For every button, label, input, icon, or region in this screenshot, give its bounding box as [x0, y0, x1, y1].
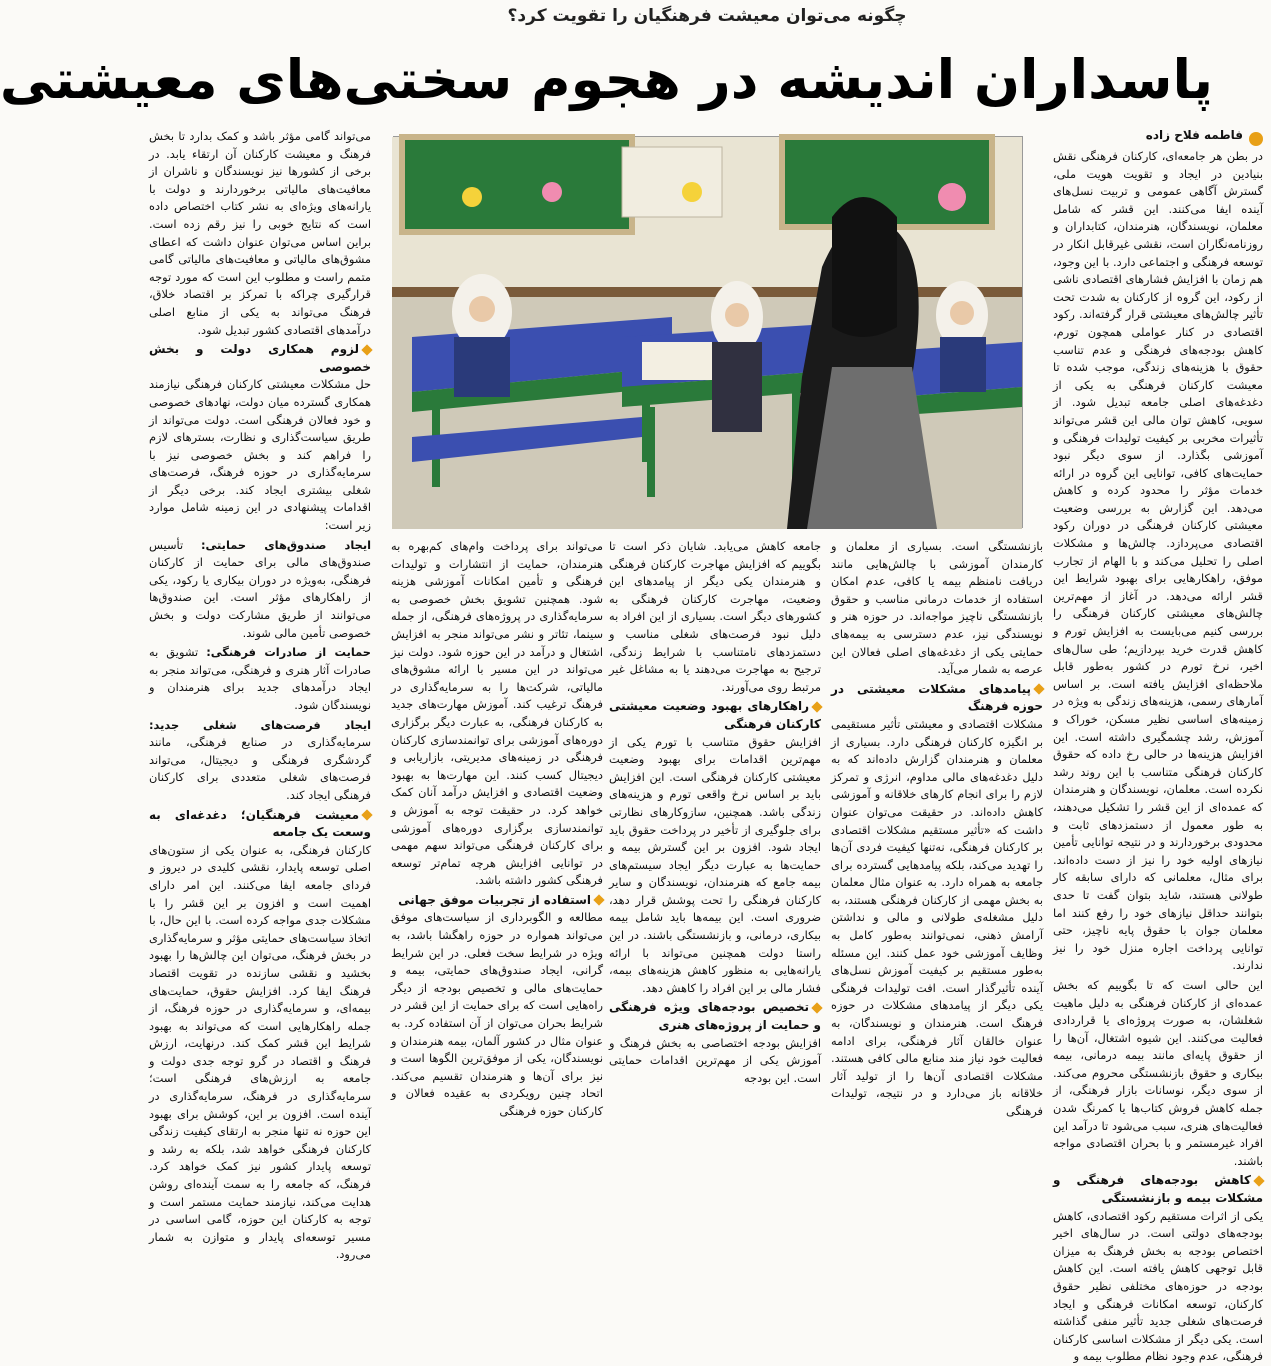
- paragraph: کارکنان فرهنگی، به عنوان یکی از ستون‌های اصلی توسعه پایدار، نقشی کلیدی در دیروز و فردای جامعه ایفا می‌کنند. این امر دارای اهمیت است و افزون بر این قشر را با مشکلات جدی مواجه کرده است. با این حال، با اتخاذ سیاست‌های حمایتی مؤثر و سرمایه‌گذاری در بخش فرهنگ، می‌توان این چالش‌ها را بهبود بخشید و نقشی سازنده در تقویت اقتصاد فرهنگ ایفا کرد. افزایش حقوق، حمایت‌های بیمه‌ای، و سرمایه‌گذاری در حوزه فرهنگ، از جمله راهکارهایی است که می‌تواند به بهبود شرایط این قشر کمک کند. درنهایت، ارزش فرهنگ و اقتصاد در گرو توجه جدی دولت و جامعه به ارزش‌های فرهنگی است؛ سرمایه‌گذاری در فرهنگ، سرمایه‌گذاری در آینده است. افزون بر این، کوشش برای بهبود این حوزه نه تنها منجر به ارتقای کیفیت زندگی کارکنان فرهنگی خواهد شد، بلکه به رشد و توسعه پایدار کشور نیز کمک خواهد کرد. فرهنگ، که جامعه را به سمت آینده‌ای روشن هدایت می‌کند، نیازمند حمایت مستمر است و توجه به کارکنان این حوزه، گامی اساسی در مسیر توسعه‌ای پایدار و متوازن به شمار می‌رود.: [149, 842, 371, 1262]
- bullet-text: تأسیس صندوق‌های مالی برای حمایت از کارکنان فرهنگی، به‌ویژه در دوران بیکاری یا رکود، یکی از راهکارهای مؤثر است. این صندوق‌ها می‌توانند از طریق مشارکت دولت و بخش خصوصی تأمین مالی شوند.: [149, 537, 371, 640]
- article-headline: پاسداران اندیشه در هجوم سختی‌های معیشتی: [0, 48, 1213, 111]
- paragraph: می‌تواند برای پرداخت وام‌های کم‌بهره به هنرمندان، حمایت از انتشارات و تولیدات فرهنگی و تأمین امکانات آموزشی هزینه شود. همچنین تشویق بخش خصوصی به سرمایه‌گذاری در پروژه‌های فرهنگی، از جمله سینما، تئاتر و نشر می‌تواند منجر به افزایش اشتغال و درآمد در این حوزه شود. دولت نیز می‌تواند در این مسیر با ارائه مشوق‌های مالیاتی، شرکت‌ها را به سرمایه‌گذاری در فرهنگ ترغیب کند. آموزش مهارت‌های جدید به کارکنان فرهنگی، به عبارت دیگر برگزاری دوره‌های آموزشی برای توانمندسازی کارکنان فرهنگی در زمینه‌های مدیریتی، بازاریابی و دیجیتال کسب کنند. این مهارت‌ها به بهبود وضعیت اقتصادی و افزایش درآمد آنان کمک خواهد کرد. در حقیقت توجه به آموزش و توانمندسازی برگزاری دوره‌های آموزشی برای کارکنان فرهنگی می‌تواند سهم مهمی در توانایی افزایش هرچه تمام‌تر توسعه فرهنگی کشور داشته باشد.: [391, 539, 603, 888]
- section-heading: معیشت فرهنگیان؛ دغدغه‌ای به وسعت یک جامعه: [149, 807, 371, 842]
- section-heading: استفاده از تجربیات موفق جهانی: [391, 892, 603, 910]
- classroom-illustration: [392, 137, 1022, 529]
- bullet-text: سرمایه‌گذاری در صنایع فرهنگی، مانند گردشگری فرهنگی و دیجیتال، می‌تواند فرصت‌های شغلی متعددی برای کارکنان فرهنگی ایجاد کند.: [149, 735, 371, 802]
- paragraph: افزایش بودجه اختصاصی به بخش فرهنگ و آموزش یکی از مهم‌ترین اقدامات حمایتی است. این بودجه: [609, 1035, 821, 1085]
- article-kicker: چگونه می‌توان معیشت فرهنگیان را تقویت کرد؟: [507, 6, 907, 26]
- paragraph: می‌تواند گامی مؤثر باشد و کمک بدارد تا بخش فرهنگ و معیشت کارکنان آن ارتقاء یابد. در برخی از کشورها نیز نویسندگان و ناشران از معافیت‌های مالیاتی برخوردارند و دولت با یارانه‌های ویژه‌ای به نشر کتاب اختصاص داده است که نتایج خوبی را نیز رقم زده است. براین اساس می‌توان عنوان داشت که اعطای مشوق‌های مالیاتی و معافیت‌های مالیاتی گامی متمم راست و مطلوب این است که مورد توجه قرارگیری چراکه با تمرکز بر اقتصاد خلاق، فرهنگ می‌تواند به یکی از منابع اصلی درآمدهای اقتصادی کشور تبدیل شود.: [149, 129, 371, 337]
- bullet-title: ایجاد صندوق‌های حمایتی:: [200, 537, 371, 552]
- section-heading: لزوم همکاری دولت و بخش خصوصی: [149, 341, 371, 376]
- paragraph: یکی از اثرات مستقیم رکود اقتصادی، کاهش بودجه‌های دولتی است. در سال‌های اخیر اختصاص بودجه به بخش فرهنگ به میزان قابل توجهی کاهش یافته است. این کاهش بودجه در حوزه‌های مختلفی نظیر حقوق کارکنان، توسعه امکانات فرهنگی و ایجاد فرصت‌های شغلی جدید تأثیر منفی گذاشته است. یکی دیگر از مشکلات اساسی کارکنان فرهنگی، عدم وجود نظام مطلوب بیمه و: [1053, 1208, 1263, 1364]
- bullet-item: [149, 644, 371, 714]
- article-column-6: [149, 128, 371, 1262]
- bullet-title: حمایت از صادرات فرهنگی:: [206, 645, 371, 660]
- bullet-item: [149, 717, 371, 805]
- author-name: فاطمه فلاح زاده: [1145, 128, 1243, 142]
- classroom-photo: [393, 136, 1023, 528]
- paragraph: مشکلات اقتصادی و معیشتی تأثیر مستقیمی بر انگیزه کارکنان فرهنگی دارد. بسیاری از معلمان و هنرمندان گزارش داده‌اند که به دلیل دغدغه‌های مالی مداوم، انرژی و تمرکز لازم را برای انجام کارهای خلاقانه و آموزشی کاهش داده‌اند. در حقیقت می‌توان عنوان داشت که «تأثیر مستقیم مشکلات اقتصادی بر کارکنان فرهنگی، نه‌تنها کیفیت فردی آن‌ها را تهدید می‌کند، بلکه پیامدهایی گسترده برای جامعه به همراه دارد. به عنوان مثال معلمان به بخش مهمی از کارکنان فرهنگی هستند، به دلیل مشغله‌ی طولانی و مالی و نداشتن آرامش ذهنی، نمی‌توانند به‌طور کامل به وظایف آموزشی خود عمل کنند. این مسئله به‌طور مستقیم بر کیفیت آموزش نسل‌های آینده تأثیرگذار است. افت تولیدات فرهنگی یکی دیگر از پیامدهای مشکلات در حوزه فرهنگ است. هنرمندان و نویسندگان، به عنوان خالقان آثار فرهنگی، برای ادامه فعالیت خود نیاز مند منابع مالی کافی هستند. مشکلات اقتصادی آن‌ها را از تولید آثار خلاقانه باز می‌دارد و در نتیجه، تولیدات فرهنگی: [831, 716, 1043, 1118]
- paragraph: این حالی است که تا بگوییم که بخش عمده‌ای از کارکنان فرهنگی به دلیل ماهیت شغلشان، به صورت پروژه‌ای یا قراردادی فعالیت می‌کنند. این شیوه اشتغال، آن‌ها را از حقوق پایه‌ای مانند بیمه درمانی، بیمه بیکاری و حقوق بازنشستگی محروم می‌کند. از سوی دیگر، نوسانات بازار فرهنگی، از جمله کاهش فروش کتاب‌ها یا کمرنگ شدن فعالیت‌های هنری، سبب می‌شود تا درآمد این افراد غیرمستمر و با بحران اقتصادی مواجه باشند.: [1053, 977, 1263, 1168]
- paragraph: مطالعه و الگوبرداری از سیاست‌های موفق می‌تواند همواره در حوزه راهگشا باشد، به ویژه در شرایط سخت فعلی. در این شرایط گرانی، ایجاد صندوق‌های حمایتی، بیمه و حمایت‌های مالی و تخصیص بودجه از دیگر راه‌هایی است که برای حمایت از این قشر در شرایط بحران می‌توان از آن استفاده کرد. به عنوان مثال در کشور آلمان، بیمه هنرمندان و نویسندگان، یکی از موفق‌ترین الگوها است و نیز برای آن‌ها و هنرمندان تقسیم می‌کند. اتحاد چنین رویکردی به عقیده فعالان و کارکنان حوزه فرهنگی: [391, 910, 603, 1118]
- paragraph: بازنشستگی است. بسیاری از معلمان و کارمندان آموزشی با چالش‌هایی مانند دریافت نامنظم بیمه یا کافی، عدم امکان استفاده از خدمات درمانی مناسب و حقوق بازنشستگی ناچیز مواجه‌اند. در حوزه هنر و نویسندگی نیز، عدم دسترسی به بیمه‌های حمایتی یکی از دغدغه‌های اصلی فعالان این عرصه به شمار می‌آید.: [831, 539, 1043, 677]
- bullet-text: تشویق به صادرات آثار هنری و فرهنگی، می‌تواند منجر به ایجاد درآمدهای جدید برای هنرمندان و نویسندگان شود.: [149, 645, 371, 712]
- article-column-2: [831, 538, 1043, 1118]
- section-heading: راهکارهای بهبود وضعیت معیشتی کارکنان فرهنگی: [609, 698, 821, 733]
- section-heading: کاهش بودجه‌های فرهنگی و مشکلات بیمه و بازنشستگی: [1053, 1172, 1263, 1207]
- paragraph: در بطن هر جامعه‌ای، کارکنان فرهنگی نقش بنیادین در ایجاد و تقویت هویت ملی، گسترش آگاهی عمومی و تربیت نسل‌های آینده ایفا می‌کنند. این قشر که شامل معلمان، نویسندگان، هنرمندان، کتابداران و روزنامه‌نگاران است، نقشی غیرقابل انکار در توسعه فرهنگی و اجتماعی دارد. با این وجود، هم زمان با افزایش فشارهای اقتصادی ناشی از رکود، این گروه از کارکنان به شدت تحت تأثیر چالش‌های معیشتی قرار گرفته‌اند. رکود اقتصادی در کنار عواملی همچون تورم، کاهش بودجه‌های فرهنگی و عدم تناسب حقوق با هزینه‌های زندگی، موجب شده تا معیشت کارکنان فرهنگی به یکی از دغدغه‌های اصلی جامعه تبدیل شود. از سویی، کاهش توان مالی این قشر می‌تواند تأثیرات مخربی بر کیفیت تولیدات فرهنگی و آموزشی بگذارد. از سوی دیگر نبود حمایت‌های کافی، توانایی این گروه در ارائه خدمات مؤثر را محدود کرده و کاهش می‌دهد. این گزارش به بررسی وضعیت معیشتی کارکنان فرهنگی در دوران رکود اقتصادی می‌پردازد. چالش‌ها و مشکلات اصلی را تحلیل می‌کند و با الهام از تجارب موفق، راهکارهایی برای بهبود شرایط این قشر ارائه می‌دهد. در آغاز از مهم‌ترین چالش‌های معیشتی کارکنان فرهنگی را بررسی کنیم می‌بایست به افزایش تورم و کاهش قدرت خرید بپردازیم؛ طی سال‌های اخیر، نرخ تورم در کشور به‌طور قابل ملاحظه‌ای افزایش یافته است. بر اساس آمارهای رسمی، هزینه‌های زندگی به ویژه در زمینه‌های اساسی نظیر مسکن، خوراک و آموزش، رشد چشمگیری داشته است. این افزایش هزینه‌ها در حالی رخ داده که حقوق کارکنان فرهنگی متناسب با این روند رشد نکرده است. معلمان، نویسندگان و هنرمندان که عمده‌ای از این قشر را تشکیل می‌دهند، به طور معمول از دستمزدهای ثابت و محدودی برخوردارند و در نتیجه توانایی تأمین نیازهای اولیه خود را نیز از دست داده‌اند. برای مثال، معلمانی که دارای سابقه کار طولانی هستند، شاید بتوان گفت تا حدی بتوانند حداقل نیازهای خود را رفع کنند اما معلمان جوان با حقوق پایه ناچیز، حتی توانایی پرداخت اجاره منزل خود را نیز ندارند.: [1053, 149, 1263, 973]
- article-column-3: [609, 538, 821, 1085]
- section-heading: پیامدهای مشکلات معیشتی در حوزه فرهنگ: [831, 681, 1043, 716]
- author-logo-icon: [1249, 132, 1263, 146]
- paragraph: حل مشکلات معیشتی کارکنان فرهنگی نیازمند همکاری گسترده میان دولت، نهادهای خصوصی و خود فعالان فرهنگی است. دولت می‌تواند از طریق سیاست‌گذاری و نظارت، بسترهای لازم را فراهم کند و بخش خصوصی نیز با سرمایه‌گذاری در حوزه فرهنگ، فرصت‌های شغلی بیشتری ایجاد کند. برخی دیگر از اقدامات پیشنهادی در این زمینه شامل موارد زیر است:: [149, 377, 371, 533]
- bullet-item: [149, 537, 371, 643]
- bullet-title: ایجاد فرصت‌های شغلی جدید:: [149, 717, 371, 732]
- article-column-4: [391, 538, 603, 1118]
- section-heading: تخصیص بودجه‌های ویژه فرهنگی و حمایت از پروژه‌های هنری: [609, 999, 821, 1034]
- article-column-1: [1053, 148, 1263, 1364]
- paragraph: جامعه کاهش می‌یابد. شایان ذکر است تا بگوییم که افزایش مهاجرت کارکنان فرهنگی و هنرمندان یکی دیگر از پیامدهای این وضعیت، مهاجرت کارکنان فرهنگی به کشورهای دیگر است. بسیاری از این افراد به دلیل نبود فرصت‌های شغلی مناسب و دستمزدهای نامتناسب با شرایط زندگی، ترجیح به مهاجرت می‌دهند یا به مشاغل غیر مرتبط روی می‌آورند.: [609, 539, 821, 694]
- paragraph: افزایش حقوق متناسب با تورم یکی از مهم‌ترین اقدامات برای بهبود وضعیت معیشتی کارکنان فرهنگی است. این افزایش باید بر اساس نرخ واقعی تورم و هزینه‌های زندگی باشد. همچنین، سازوکارهای نظارتی برای جلوگیری از تأخیر در پرداخت حقوق باید ایجاد شود. افزون بر این گسترش بیمه و حمایت‌ها به عبارت دیگر ایجاد سیستم‌های بیمه جامع که هنرمندان، نویسندگان و سایر کارکنان فرهنگی را تحت پوشش قرار دهد، ضروری است. این بیمه‌ها باید شامل بیمه بیکاری، درمانی، و بازنشستگی باشند. در این راستا دولت همچنین می‌تواند با ارائه یارانه‌هایی به منظور کاهش هزینه‌های بیمه، فشار مالی بر این افراد را کاهش دهد.: [609, 734, 821, 995]
